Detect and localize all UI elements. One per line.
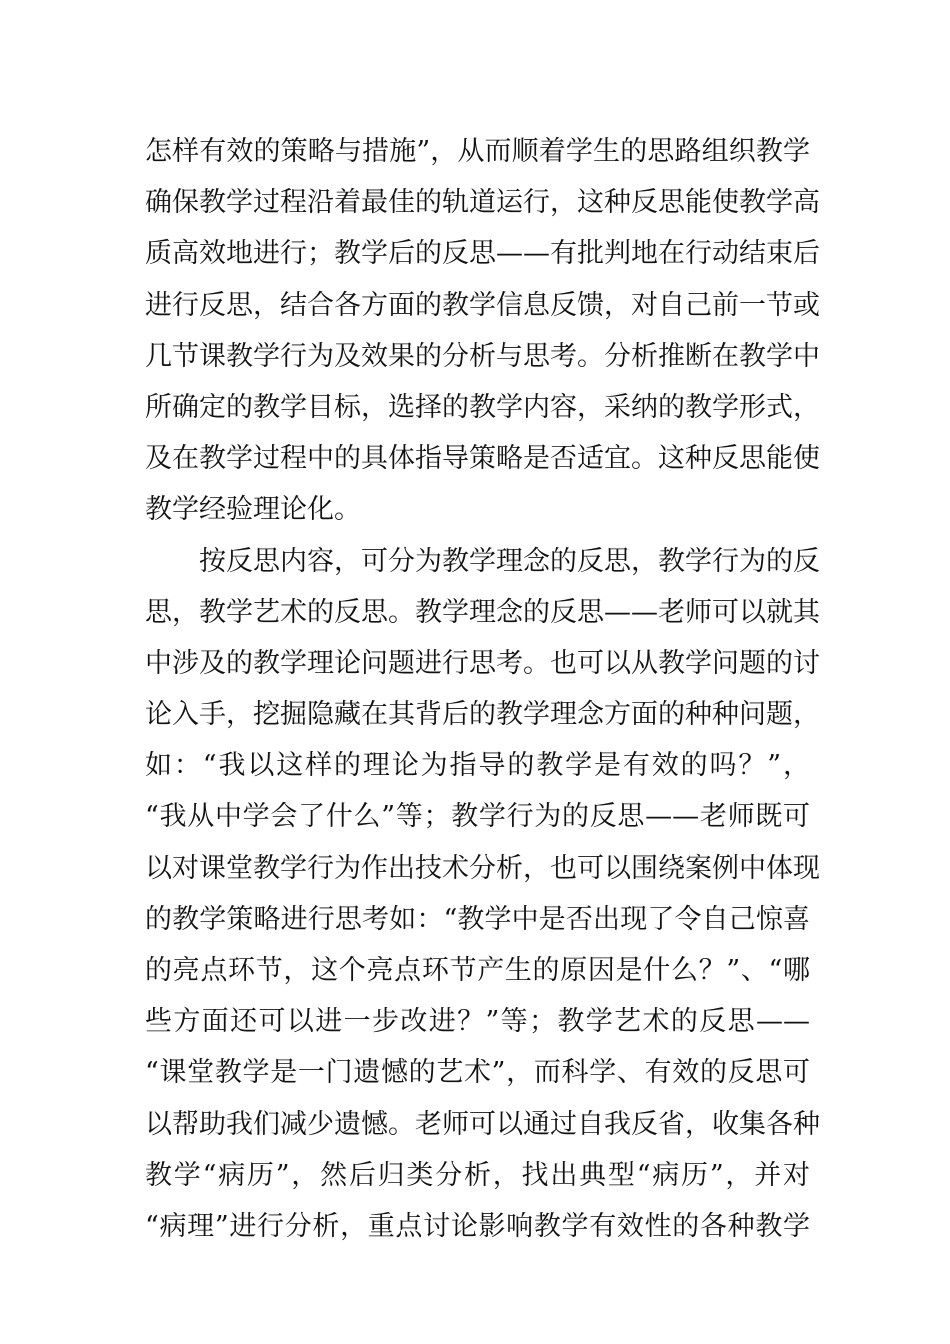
text-line: 及在教学过程中的具体指导策略是否适宜。这种反思能使 [145, 443, 820, 475]
text-line: 怎样有效的策略与措施”，从而顺着学生的思路组织教学 [145, 136, 810, 167]
text-line: 以帮助我们减少遗憾。老师可以通过自我反省，收集各种 [145, 1108, 820, 1140]
body-text [145, 126, 820, 1252]
text-line: 些方面还可以进一步改进？”等；教学艺术的反思—— [145, 1006, 810, 1038]
text-line: 的亮点环节，这个亮点环节产生的原因是什么？”、“哪 [145, 955, 810, 986]
text-line: 中涉及的教学理论问题进行思考。也可以从教学问题的讨 [145, 647, 820, 679]
text-line: 教学“病历”，然后归类分析，找出典型“病历”，并对 [145, 1159, 810, 1191]
text-line: 如：“我以这样的理论为指导的教学是有效的吗？”， [145, 750, 810, 782]
text-line: 以对课堂教学行为作出技术分析，也可以围绕案例中体现 [145, 852, 820, 884]
text-line: 教学经验理论化。 [145, 494, 361, 526]
text-line: 思，教学艺术的反思。教学理念的反思——老师可以就其 [145, 596, 820, 628]
text-line: “课堂教学是一门遗憾的艺术”，而科学、有效的反思可 [145, 1057, 810, 1089]
text-line: 论入手，挖掘隐藏在其背后的教学理念方面的种种问题， [145, 699, 820, 731]
text-line: 所确定的教学目标，选择的教学内容，采纳的教学形式， [145, 391, 820, 423]
text-line: 质高效地进行；教学后的反思——有批判地在行动结束后 [145, 238, 820, 270]
text-line: 的教学策略进行思考如：“教学中是否出现了令自己惊喜 [145, 903, 810, 935]
text-line: 进行反思，结合各方面的教学信息反馈，对自己前一节或 [145, 289, 820, 321]
text-line: 确保教学过程沿着最佳的轨道运行，这种反思能使教学高 [145, 187, 820, 219]
text-line: 按反思内容，可分为教学理念的反思，教学行为的反 [145, 545, 820, 577]
text-line: “我从中学会了什么”等；教学行为的反思——老师既可 [145, 801, 810, 833]
text-line: “病理”进行分析，重点讨论影响教学有效性的各种教学 [145, 1210, 810, 1242]
text-line: 几节课教学行为及效果的分析与思考。分析推断在教学中 [145, 340, 820, 372]
